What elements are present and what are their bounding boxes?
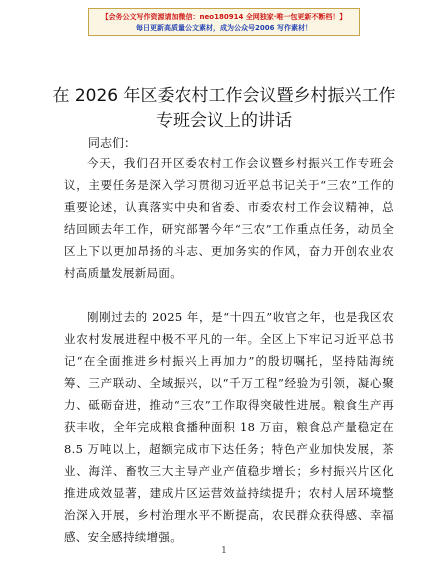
promo-banner-line-1: 【会务公文写作资源请加微信：neo180914 全网独家·唯一包更新不断档！】 — [101, 13, 347, 21]
body-paragraph: 今天，我们召开区委农村工作会议暨乡村振兴工作专班会议，主要任务是深入学习贯彻习近平总书记关于“三农”工作的重要论述，认真落实中央和省委、市委农村工作会议精神，总结回顾去年工作，研究部署今年“三农”工作重点任务，动员全区上下以更加昂扬的斗志、更加务实的作风，奋力开创农业农村高质量发展新局面。 — [64, 156, 394, 280]
promo-banner — [88, 8, 360, 36]
document-title: 在 2026 年区委农村工作会议暨乡村振兴工作专班会议上的讲话 — [52, 86, 396, 131]
promo-banner-line-2: 每日更新高质量公文素材，成为公众号2006 写作素材！ — [136, 24, 312, 32]
page-number: 1 — [221, 546, 227, 556]
salutation: 同志们： — [88, 136, 137, 150]
body-paragraph: 刚刚过去的 2025 年，是“十四五”收官之年，也是我区农业农村发展进程中极不平凡的一年。全区上下牢记习近平总书记“在全面推进乡村振兴上再加力”的殷切嘱托，坚持陆海统筹、三产联动、全域振兴，以“千万工程”经验为引领，凝心聚力、砥砺奋进，推动“三农”工作取得突破性进展。粮食生产再获丰收，全年完成粮食播种面积 18 万亩，粮食总产量稳定在 8.5 万吨以上，超额完成市下达任务；特色产业加快发展，茶业、海洋、畜牧三大主导产业产值稳步增长；乡村振兴片区化推进成效显著，建成片区运营效益持续提升；农村人居环境整治深入开展，乡村治理水平不断提高，农民群众获得感、幸福感、安全感持续增强。 — [64, 310, 394, 544]
